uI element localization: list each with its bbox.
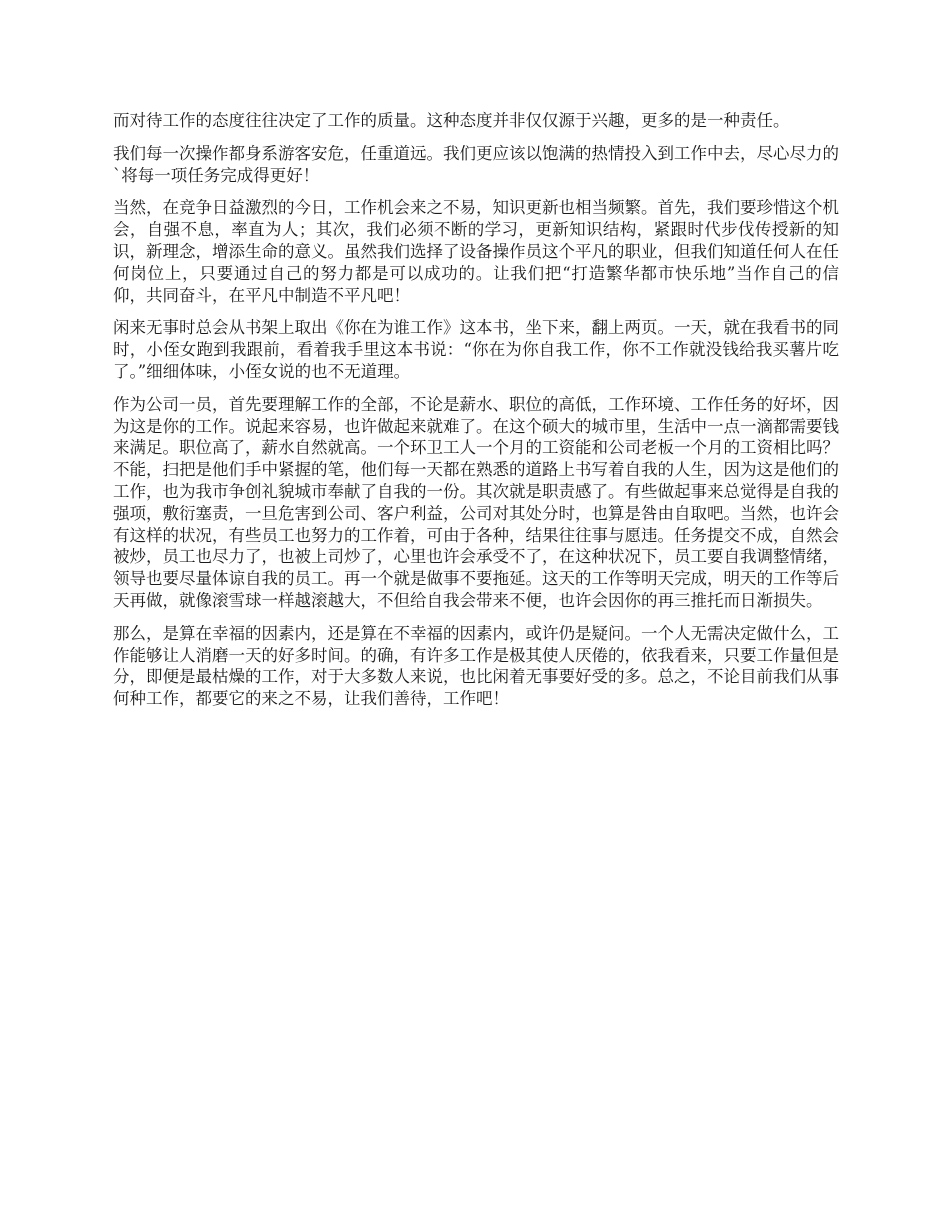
document-body xyxy=(113,110,839,721)
paragraph-1: 而对待工作的态度往往决定了工作的质量。这种态度并非仅仅源于兴趣，更多的是一种责任。 xyxy=(113,111,790,130)
paragraph-6: 那么，是算在幸福的因素内，还是算在不幸福的因素内，或许仍是疑问。一个人无需决定做什么，工作能够让人消磨一天的好多时间。的确，有许多工作是极其使人厌倦的，依我看来，只要工作量但是分，即便是最枯燥的工作，对于大多数人来说，也比闲着无事要好受的多。总之，不论目前我们从事何种工作，都要它的来之不易，让我们善待，工作吧！ xyxy=(113,623,839,709)
paragraph-3: 当然，在竞争日益激烈的今日，工作机会来之不易，知识更新也相当频繁。首先，我们要珍惜这个机会，自强不息，率直为人；其次，我们必须不断的学习，更新知识结构，紧跟时代步伐传授新的知识，新理念，增添生命的意义。虽然我们选择了设备操作员这个平凡的职业，但我们知道任何人在任何岗位上，只要通过自己的努力都是可以成功的。让我们把“打造繁华都市快乐地”当作自己的信仰，共同奋斗，在平凡中制造不平凡吧！ xyxy=(113,198,839,305)
paragraph-5: 作为公司一员，首先要理解工作的全部，不论是薪水、职位的高低，工作环境、工作任务的好坏，因为这是你的工作。说起来容易，也许做起来就难了。在这个硕大的城市里，生活中一点一滴都需要钱来满足。职位高了，薪水自然就高。一个环卫工人一个月的工资能和公司老板一个月的工资相比吗？不能，扫把是他们手中紧握的笔，他们每一天都在熟悉的道路上书写着自我的人生，因为这是他们的工作，也为我市争创礼貌城市奉献了自我的一份。其次就是职责感了。有些做起事来总觉得是自我的强项，敷衍塞责，一旦危害到公司、客户利益，公司对其处分时，也算是咎由自取吧。当然，也许会有这样的状况，有些员工也努力的工作着，可由于各种，结果往往事与愿违。任务提交不成，自然会被炒，员工也尽力了，也被上司炒了，心里也许会承受不了，在这种状况下，员工要自我调整情绪，领导也要尽量体谅自我的员工。再一个就是做事不要拖延。这天的工作等明天完成，明天的工作等后天再做，就像滚雪球一样越滚越大，不但给自我会带来不便，也许会因你的再三推托而日渐损失。 xyxy=(113,394,839,610)
paragraph-4: 闲来无事时总会从书架上取出《你在为谁工作》这本书，坐下来，翻上两页。一天，就在我看书的同时，小侄女跑到我跟前，看着我手里这本书说：“你在为你自我工作，你不工作就没钱给我买薯片吃了。”细细体味，小侄女说的也不无道理。 xyxy=(113,318,839,381)
paragraph-2: 我们每一次操作都身系游客安危，任重道远。我们更应该以饱满的热情投入到工作中去，尽心尽力的`将每一项任务完成得更好！ xyxy=(113,143,839,185)
